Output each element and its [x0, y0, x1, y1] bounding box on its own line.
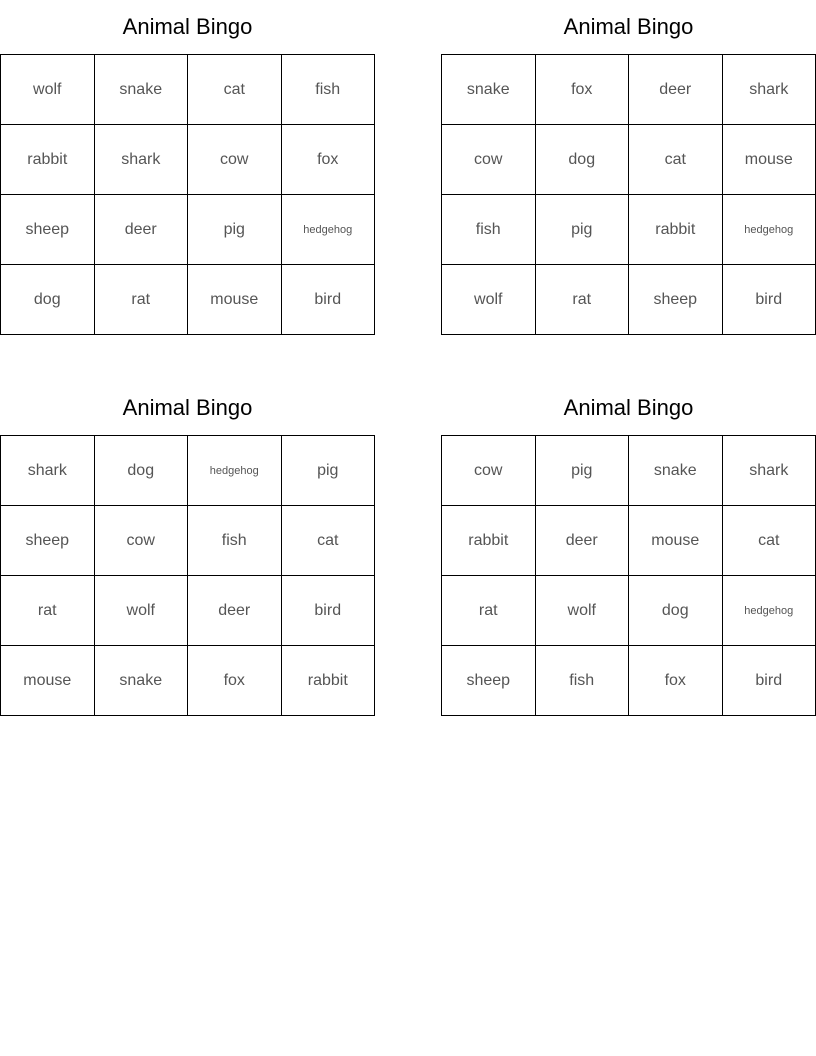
- bingo-card-4: [441, 381, 816, 716]
- bingo-cell: deer: [629, 55, 723, 125]
- card-title: Animal Bingo: [122, 395, 253, 420]
- bingo-cell: sheep: [629, 265, 723, 335]
- bingo-cell: fox: [536, 55, 630, 125]
- bingo-cell: dog: [1, 265, 95, 335]
- bingo-cell: fish: [282, 55, 376, 125]
- bingo-card-1: [0, 0, 375, 335]
- bingo-cell: dog: [536, 125, 630, 195]
- bingo-cell: shark: [1, 436, 95, 506]
- bingo-cell: rabbit: [282, 646, 376, 716]
- bingo-cell: shark: [95, 125, 189, 195]
- bingo-cell: rabbit: [629, 195, 723, 265]
- bingo-cell: dog: [95, 436, 189, 506]
- bingo-cell: fox: [282, 125, 376, 195]
- bingo-grid: [441, 54, 816, 335]
- card-title: Animal Bingo: [563, 395, 694, 420]
- bingo-cell: rat: [95, 265, 189, 335]
- bingo-cell: sheep: [1, 506, 95, 576]
- bingo-cell: deer: [188, 576, 282, 646]
- bingo-cell: hedgehog: [723, 195, 816, 265]
- bingo-cell: shark: [723, 55, 816, 125]
- bingo-grid: [441, 435, 816, 716]
- bingo-cell: sheep: [442, 646, 536, 716]
- bingo-cell: snake: [442, 55, 536, 125]
- bingo-cell: fish: [188, 506, 282, 576]
- bingo-cell: wolf: [536, 576, 630, 646]
- bingo-cell: wolf: [1, 55, 95, 125]
- bingo-cell: snake: [95, 55, 189, 125]
- bingo-cell: fox: [629, 646, 723, 716]
- bingo-cell: bird: [282, 265, 376, 335]
- bingo-card-3: [0, 381, 375, 716]
- bingo-cell: rat: [442, 576, 536, 646]
- bingo-cell: rat: [1, 576, 95, 646]
- bingo-cell: snake: [629, 436, 723, 506]
- bingo-cell: rabbit: [1, 125, 95, 195]
- bingo-cell: deer: [536, 506, 630, 576]
- bingo-cell: mouse: [629, 506, 723, 576]
- bingo-cell: cat: [188, 55, 282, 125]
- bingo-cell: rabbit: [442, 506, 536, 576]
- bingo-cell: shark: [723, 436, 816, 506]
- bingo-cell: pig: [282, 436, 376, 506]
- bingo-cell: dog: [629, 576, 723, 646]
- bingo-cell: fox: [188, 646, 282, 716]
- bingo-cell: hedgehog: [188, 436, 282, 506]
- bingo-cell: mouse: [188, 265, 282, 335]
- bingo-cell: cow: [442, 125, 536, 195]
- bingo-cell: wolf: [95, 576, 189, 646]
- bingo-cell: snake: [95, 646, 189, 716]
- bingo-grid: [0, 54, 375, 335]
- bingo-cell: pig: [536, 436, 630, 506]
- bingo-cell: bird: [723, 646, 816, 716]
- bingo-cell: pig: [188, 195, 282, 265]
- bingo-cell: deer: [95, 195, 189, 265]
- bingo-cell: sheep: [1, 195, 95, 265]
- bingo-card-2: [441, 0, 816, 335]
- bingo-cell: cow: [95, 506, 189, 576]
- bingo-cell: cow: [188, 125, 282, 195]
- bingo-cell: mouse: [723, 125, 816, 195]
- bingo-cell: fish: [536, 646, 630, 716]
- bingo-cell: pig: [536, 195, 630, 265]
- bingo-cell: hedgehog: [282, 195, 376, 265]
- bingo-cell: fish: [442, 195, 536, 265]
- bingo-cell: wolf: [442, 265, 536, 335]
- bingo-cell: bird: [282, 576, 376, 646]
- bingo-cell: cat: [282, 506, 376, 576]
- bingo-cell: cat: [629, 125, 723, 195]
- bingo-cell: cow: [442, 436, 536, 506]
- bingo-cell: hedgehog: [723, 576, 816, 646]
- card-title: Animal Bingo: [563, 14, 694, 39]
- bingo-grid: [0, 435, 375, 716]
- bingo-cell: rat: [536, 265, 630, 335]
- bingo-cell: cat: [723, 506, 816, 576]
- card-title: Animal Bingo: [122, 14, 253, 39]
- bingo-cell: bird: [723, 265, 816, 335]
- bingo-cell: mouse: [1, 646, 95, 716]
